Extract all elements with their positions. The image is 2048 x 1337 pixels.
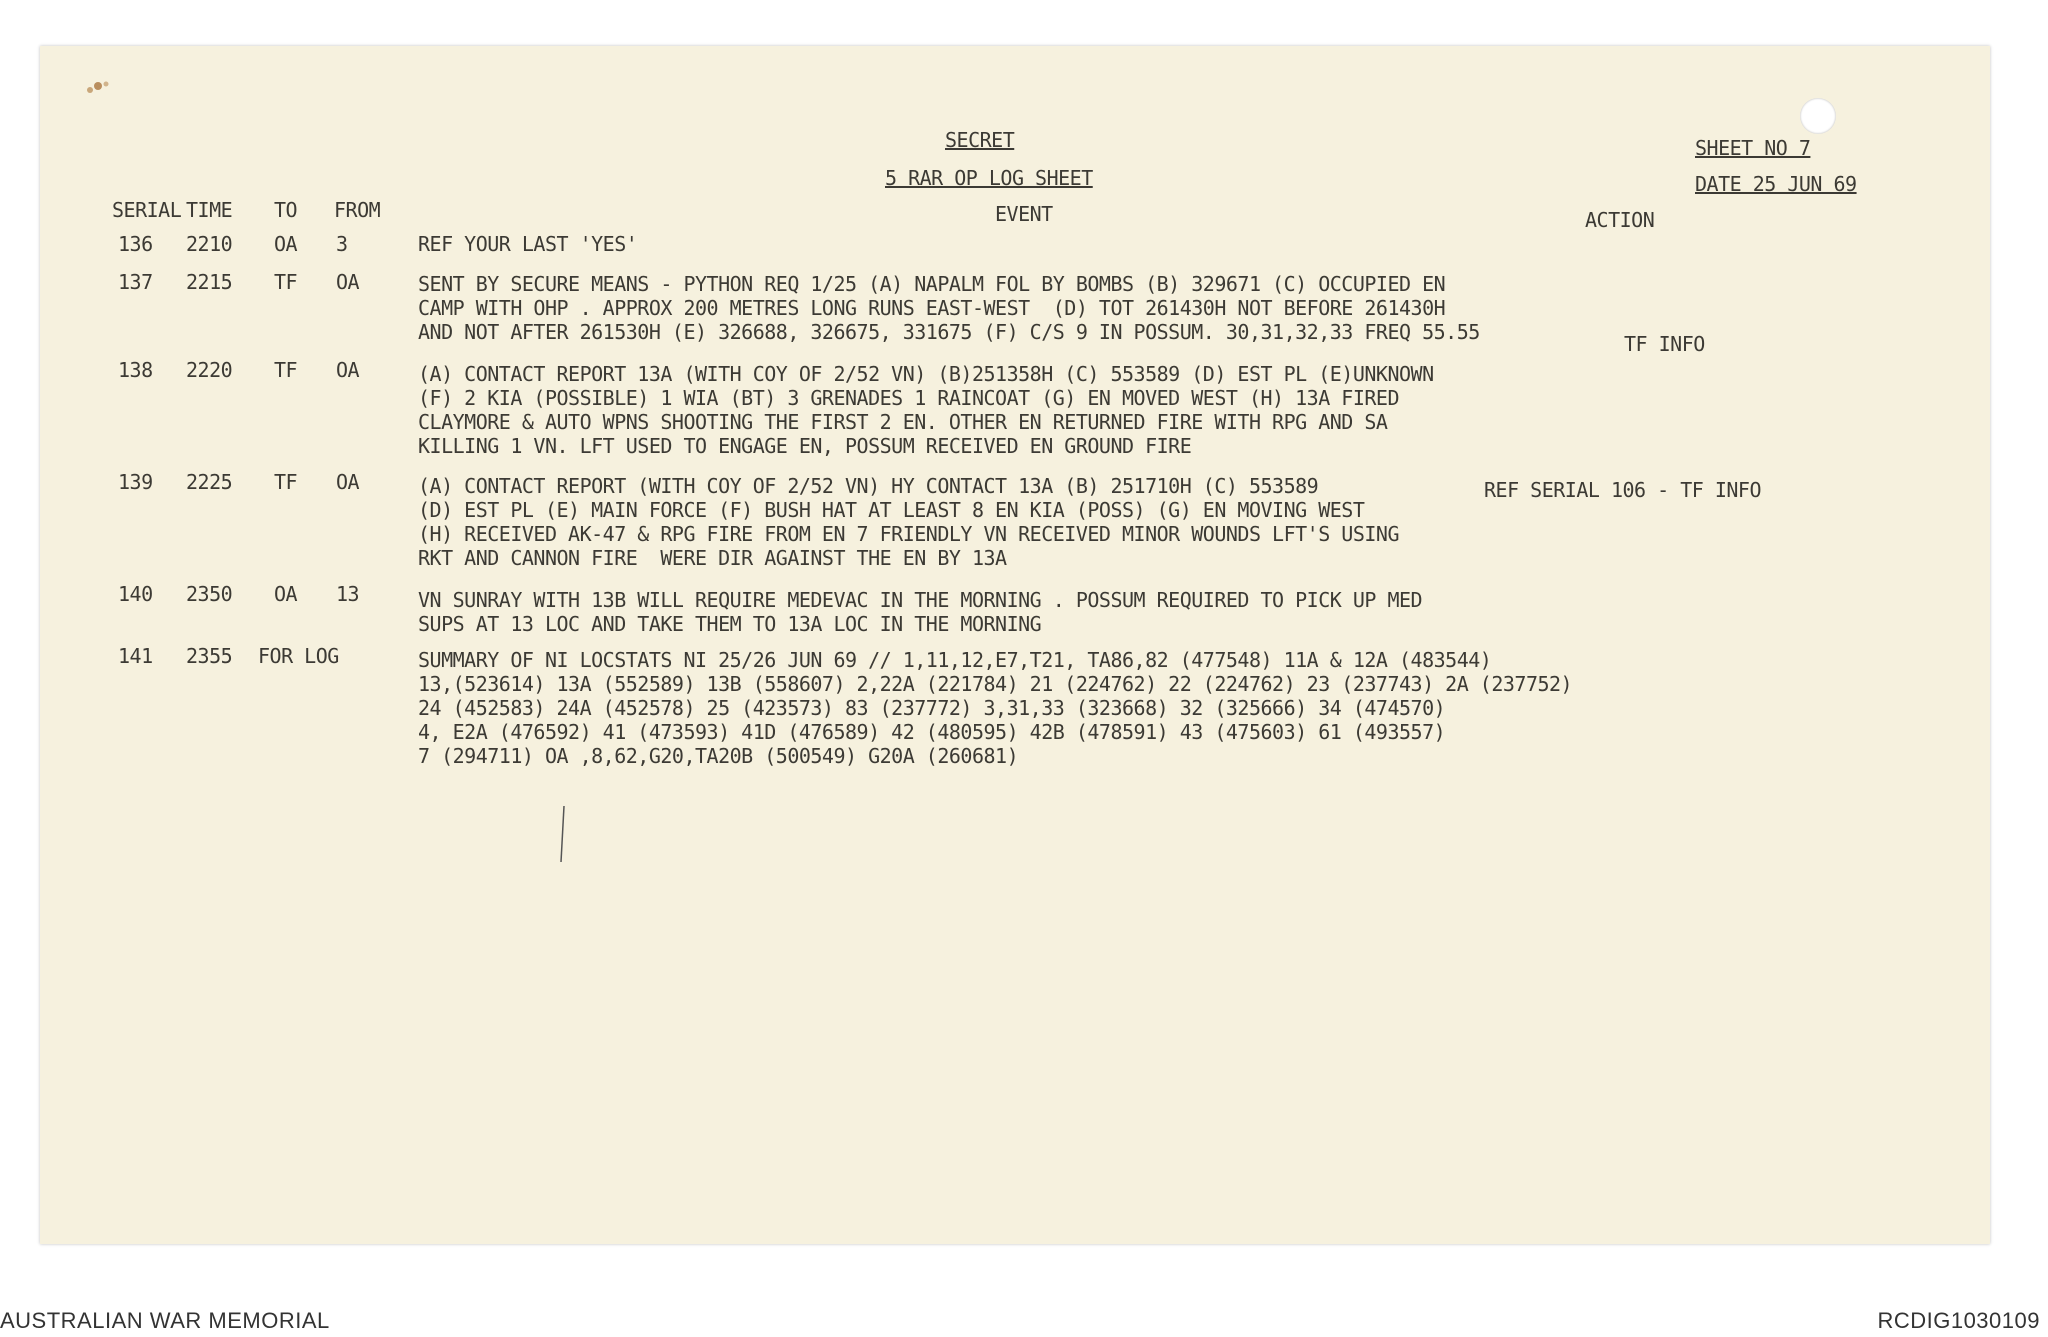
entry-event-line: VN SUNRAY WITH 13B WILL REQUIRE MEDEVAC IN THE MORNING . POSSUM REQUIRED TO PICK UP MED xyxy=(418,588,1423,612)
entry-event-line: SUMMARY OF NI LOCSTATS NI 25/26 JUN 69 // 1,11,12,E7,T21, TA86,82 (477548) 11A & 12A (483544) xyxy=(418,648,1492,672)
entry-from: OA xyxy=(336,358,360,382)
entry-serial: 140 xyxy=(118,582,153,606)
archive-credit: AUSTRALIAN WAR MEMORIAL xyxy=(0,1308,330,1333)
entry-to: TF xyxy=(274,358,298,382)
archive-id: RCDIG1030109 xyxy=(1877,1308,2040,1333)
entry-time: 2355 xyxy=(186,644,233,668)
sheet-number: SHEET NO 7 xyxy=(1695,136,1811,160)
entry-time: 2350 xyxy=(186,582,233,606)
column-header-event: EVENT xyxy=(995,202,1053,226)
document-title: 5 RAR OP LOG SHEET xyxy=(885,166,1093,190)
column-header-serial: SERIAL xyxy=(112,198,182,222)
entry-event-line: SENT BY SECURE MEANS - PYTHON REQ 1/25 (A) NAPALM FOL BY BOMBS (B) 329671 (C) OCCUPIED EN xyxy=(418,272,1446,296)
entry-time: 2225 xyxy=(186,470,233,494)
entry-event-line: KILLING 1 VN. LFT USED TO ENGAGE EN, POSSUM RECEIVED EN GROUND FIRE xyxy=(418,434,1192,458)
entry-serial: 139 xyxy=(118,470,153,494)
entry-time: 2210 xyxy=(186,232,233,256)
entry-serial: 138 xyxy=(118,358,153,382)
log-sheet-paper xyxy=(40,46,1990,1244)
punch-hole xyxy=(1800,98,1836,134)
entry-from: OA xyxy=(336,470,360,494)
entry-action: TF INFO xyxy=(1624,332,1705,356)
entry-event-line: 24 (452583) 24A (452578) 25 (423573) 83 (237772) 3,31,33 (323668) 32 (325666) 34 (474570) xyxy=(418,696,1446,720)
entry-event-line: AND NOT AFTER 261530H (E) 326688, 326675, 331675 (F) C/S 9 IN POSSUM. 30,31,32,33 FREQ 55.55 xyxy=(418,320,1480,344)
entry-event-line: (F) 2 KIA (POSSIBLE) 1 WIA (BT) 3 GRENADES 1 RAINCOAT (G) EN MOVED WEST (H) 13A FIRED xyxy=(418,386,1399,410)
entry-event-line: (A) CONTACT REPORT (WITH COY OF 2/52 VN) HY CONTACT 13A (B) 251710H (C) 553589 xyxy=(418,474,1319,498)
pencil-mark xyxy=(560,806,566,866)
entry-to: FOR LOG xyxy=(258,644,339,668)
entry-event-line: REF YOUR LAST 'YES' xyxy=(418,232,638,256)
entry-event-line: 4, E2A (476592) 41 (473593) 41D (476589) 42 (480595) 42B (478591) 43 (475603) 61 (493557) xyxy=(418,720,1446,744)
entry-event-line: 13,(523614) 13A (552589) 13B (558607) 2,22A (221784) 21 (224762) 22 (224762) 23 (237743) 2A (237752) xyxy=(418,672,1573,696)
entry-event-line: CLAYMORE & AUTO WPNS SHOOTING THE FIRST 2 EN. OTHER EN RETURNED FIRE WITH RPG AND SA xyxy=(418,410,1388,434)
column-header-from: FROM xyxy=(334,198,381,222)
entry-event-line: (A) CONTACT REPORT 13A (WITH COY OF 2/52 VN) (B)251358H (C) 553589 (D) EST PL (E)UNKNOWN xyxy=(418,362,1434,386)
sheet-date: DATE 25 JUN 69 xyxy=(1695,172,1857,196)
entry-to: TF xyxy=(274,470,298,494)
classification-heading: SECRET xyxy=(945,128,1015,152)
column-header-action: ACTION xyxy=(1585,208,1655,232)
entry-time: 2215 xyxy=(186,270,233,294)
archive-footer xyxy=(0,1300,2048,1337)
entry-to: OA xyxy=(274,232,298,256)
entry-serial: 137 xyxy=(118,270,153,294)
entry-serial: 141 xyxy=(118,644,153,668)
entry-event-line: (H) RECEIVED AK-47 & RPG FIRE FROM EN 7 FRIENDLY VN RECEIVED MINOR WOUNDS LFT'S USING xyxy=(418,522,1399,546)
column-header-to: TO xyxy=(274,198,298,222)
entry-event-line: SUPS AT 13 LOC AND TAKE THEM TO 13A LOC IN THE MORNING xyxy=(418,612,1042,636)
column-header-time: TIME xyxy=(186,198,233,222)
entry-serial: 136 xyxy=(118,232,153,256)
rust-stain xyxy=(70,76,120,100)
entry-time: 2220 xyxy=(186,358,233,382)
entry-to: OA xyxy=(274,582,298,606)
entry-event-line: (D) EST PL (E) MAIN FORCE (F) BUSH HAT AT LEAST 8 EN KIA (POSS) (G) EN MOVING WEST xyxy=(418,498,1365,522)
entry-event-line: CAMP WITH OHP . APPROX 200 METRES LONG RUNS EAST-WEST (D) TOT 261430H NOT BEFORE 261430H xyxy=(418,296,1446,320)
entry-to: TF xyxy=(274,270,298,294)
entry-from: 13 xyxy=(336,582,360,606)
entry-from: OA xyxy=(336,270,360,294)
entry-from: 3 xyxy=(336,232,348,256)
entry-event-line: 7 (294711) OA ,8,62,G20,TA20B (500549) G20A (260681) xyxy=(418,744,1019,768)
entry-action: REF SERIAL 106 - TF INFO xyxy=(1484,478,1761,502)
entry-event-line: RKT AND CANNON FIRE WERE DIR AGAINST THE EN BY 13A xyxy=(418,546,1007,570)
